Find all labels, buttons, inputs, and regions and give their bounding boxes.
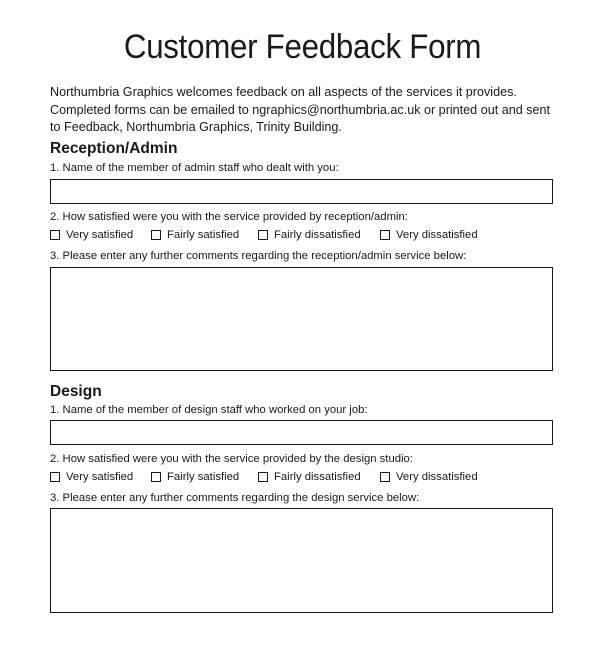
checkbox[interactable]: [258, 230, 268, 240]
intro-line: Completed forms can be emailed to ngraphics@northumbria.ac.uk or printed out and sent: [50, 102, 551, 117]
checkbox[interactable]: [50, 230, 60, 240]
design-option-fairly-satisfied[interactable]: [151, 471, 258, 483]
option-label: Fairly satisfied: [167, 229, 240, 241]
reception-option-fairly-satisfied[interactable]: [151, 229, 258, 241]
option-label: Very dissatisfied: [396, 471, 478, 483]
checkbox[interactable]: [151, 472, 161, 482]
reception-comments-field[interactable]: [50, 267, 553, 371]
intro-line: to Feedback, Northumbria Graphics, Trinity Building.: [50, 120, 342, 134]
intro-line: Northumbria Graphics welcomes feedback on all aspects of the services it provides.: [50, 85, 517, 99]
reception-q1-label: 1. Name of the member of admin staff who dealt with you:: [50, 162, 339, 174]
reception-staff-name-field[interactable]: [50, 179, 553, 204]
design-option-fairly-dissatisfied[interactable]: [258, 471, 380, 483]
design-q1-label: 1. Name of the member of design staff who worked on your job:: [50, 404, 368, 416]
design-satisfaction-options: [50, 471, 478, 483]
option-label: Very satisfied: [66, 229, 134, 241]
intro-text: [50, 84, 570, 137]
reception-option-very-satisfied[interactable]: [50, 229, 151, 241]
checkbox[interactable]: [380, 472, 390, 482]
reception-option-very-dissatisfied[interactable]: [380, 229, 478, 241]
checkbox[interactable]: [380, 230, 390, 240]
reception-q2-label: 2. How satisfied were you with the service provided by reception/admin:: [50, 211, 408, 223]
option-label: Very satisfied: [66, 471, 134, 483]
option-label: Fairly satisfied: [167, 471, 240, 483]
design-option-very-dissatisfied[interactable]: [380, 471, 478, 483]
option-label: Fairly dissatisfied: [274, 471, 361, 483]
design-option-very-satisfied[interactable]: [50, 471, 151, 483]
design-comments-field[interactable]: [50, 508, 553, 613]
page-title: Customer Feedback Form: [123, 28, 482, 66]
reception-q3-label: 3. Please enter any further comments regarding the reception/admin service below:: [50, 250, 467, 262]
reception-option-fairly-dissatisfied[interactable]: [258, 229, 380, 241]
checkbox[interactable]: [50, 472, 60, 482]
design-q3-label: 3. Please enter any further comments regarding the design service below:: [50, 492, 420, 504]
design-q2-label: 2. How satisfied were you with the service provided by the design studio:: [50, 453, 413, 465]
option-label: Fairly dissatisfied: [274, 229, 361, 241]
section-heading-reception: Reception/Admin: [50, 140, 178, 157]
reception-satisfaction-options: [50, 229, 478, 241]
design-staff-name-field[interactable]: [50, 420, 553, 445]
section-heading-design: Design: [50, 383, 102, 400]
option-label: Very dissatisfied: [396, 229, 478, 241]
checkbox[interactable]: [151, 230, 161, 240]
checkbox[interactable]: [258, 472, 268, 482]
